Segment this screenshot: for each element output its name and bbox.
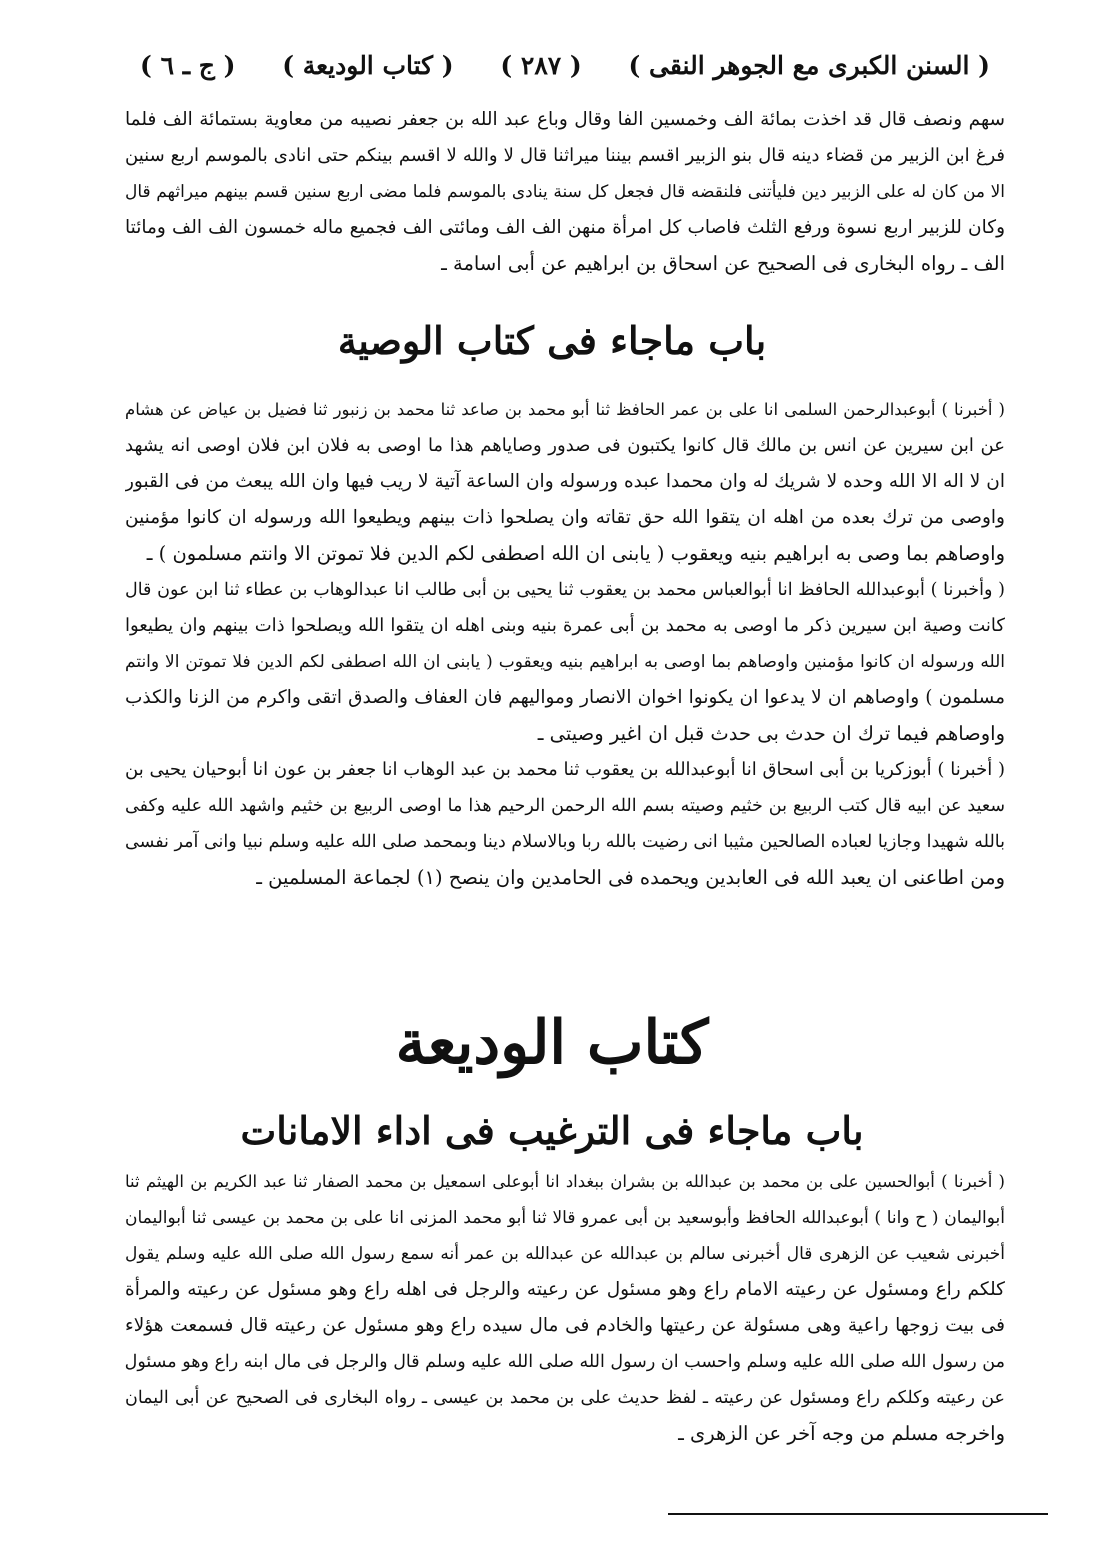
text-line: فى بيت زوجها راعية وهى مسئولة عن رعيتها والخادم فى مال سيده راع وهو مسئول عن رعيته قال فسمعت هؤلاء (125, 1315, 1005, 1336)
text-line: الا من كان له على الزبير دين فليأتنى فلنقضه قال فجعل كل سنة ينادى بالموسم فلما مضى اربع سنين قسم بينهم ميراثهم قال (125, 182, 1005, 202)
text-line: من رسول الله صلى الله عليه وسلم واحسب ان رسول الله صلى الله عليه وسلم قال والرجل فى مال ابنه راع وهو مسئول (125, 1352, 1005, 1372)
section-heading-wasiya: باب ماجاء فى كتاب الوصية (337, 318, 767, 363)
text-line: الف ـ رواه البخارى فى الصحيح عن اسحاق بن ابراهيم عن أبى اسامة ـ (441, 252, 1005, 275)
header-page-number: ( ٢٨٧ ) (500, 50, 582, 80)
text-line: عن ابن سيرين عن انس بن مالك قال كانوا يكتبون فى صدور وصاياهم هذا ما اوصى به فلان ابن فلان اوصى انه يشهد (125, 435, 1005, 456)
text-line: ( وأخبرنا ) أبوعبدالله الحافظ انا أبوالعباس محمد بن يعقوب ثنا يحيى بن أبى طالب انا عبدالوهاب بن عطاء ثنا ابن عون قال (125, 580, 1005, 600)
book-heading-wadia: كتاب الوديعة (395, 1008, 709, 1078)
text-line: سهم ونصف قال قد اخذت بمائة الف وخمسين الفا وقال وباع عبد الله بن جعفر نصيبه من معاوية بستمائة الف فلما (125, 109, 1005, 130)
text-line: كانت وصية ابن سيرين ذكر ما اوصى به محمد بن أبى عمرة بنيه وبنى اهله ان يتقوا الله ويصلحوا ذات بينهم وان يطيعوا (125, 615, 1005, 636)
header-book-title: ( السنن الكبرى مع الجوهر النقى ) (628, 50, 990, 80)
text-block-1 (125, 102, 1005, 282)
text-line: فرغ ابن الزبير من قضاء دينه قال بنو الزبير اقسم بيننا ميراثنا قال لا والله لا اقسم بينكم حتى انادى بالموسم اربع سنين (125, 145, 1005, 166)
text-line: ( أخبرنا ) أبوعبدالرحمن السلمى انا على بن عمر الحافظ ثنا أبو محمد بن صاعد ثنا محمد بن زنبور ثنا فضيل بن عياض عن هشام (125, 400, 1005, 419)
text-line: واوصاهم فيما ترك ان حدث بى حدث قبل ان اغير وصيتى ـ (537, 722, 1005, 745)
text-block-3 (125, 1164, 1005, 1452)
text-line: ان لا اله الا الله وحده لا شريك له وان محمدا عبده ورسوله وان الساعة آتية لا ريب فيها وان الله يبعث من فى القبور (125, 471, 1005, 492)
page-header (140, 40, 990, 90)
text-line: ( أخبرنا ) أبوالحسين على بن محمد بن عبدالله بن بشران ببغداد انا أبوعلى اسمعيل بن محمد الصفار ثنا عبد الكريم بن الهيثم ثنا (125, 1172, 1005, 1191)
text-line: عن رعيته وكلكم راع ومسئول عن رعيته ـ لفظ حديث على بن محمد بن عيسى ـ رواه البخارى فى الصحيح عن أبى اليمان (125, 1388, 1005, 1408)
text-line: بالله شهيدا وجازيا لعباده الصالحين مثيبا انى رضيت بالله ربا وبالاسلام دينا وبمحمد صلى الله عليه وسلم نبيا وانى آمر نفسى (125, 832, 1005, 852)
text-line: أبواليمان ( ح وانا ) أبوعبدالله الحافظ وأبوسعيد بن أبى عمرو قالا ثنا أبو محمد المزنى انا على بن محمد بن عيسى ثنا أبواليمان (125, 1208, 1005, 1228)
text-line: ( أخبرنا ) أبوزكريا بن أبى اسحاق انا أبوعبدالله بن يعقوب ثنا محمد بن عبد الوهاب انا جعفر بن عون انا أبوحيان يحيى بن (125, 759, 1005, 780)
text-line: سعيد عن ابيه قال كتب الربيع بن خثيم وصيته بسم الله الرحمن الرحيم هذا ما اوصى الربيع بن خثيم واشهد الله عليه وكفى (125, 796, 1005, 816)
text-line: وكان للزبير اربع نسوة ورفع الثلث فاصاب كل امرأة منهن الف الف ومائتى الف فجميع ماله خمسون الف الف ومائتا (125, 217, 1005, 238)
text-line: ومن اطاعنى ان يعبد الله فى العابدين ويحمده فى الحامدين وان ينصح (١) لجماعة المسلمين ـ (256, 866, 1005, 889)
section-heading-amanat: باب ماجاء فى الترغيب فى اداء الامانات (240, 1108, 864, 1153)
header-volume: ( ج ـ ٦ ) (140, 50, 236, 80)
header-chapter-title: ( كتاب الوديعة ) (282, 50, 454, 80)
text-line: أخبرنى شعيب عن الزهرى قال أخبرنى سالم بن عبدالله عن عبدالله بن عمر أنه سمع رسول الله صلى الله عليه وسلم يقول (125, 1244, 1005, 1264)
text-line: الله ورسوله ان كانوا مؤمنين واوصاهم بما اوصى به ابراهيم بنيه ويعقوب ( يابنى ان الله اصطفى لكم الدين فلا تموتن الا وانتم (125, 652, 1005, 672)
text-line: كلكم راع ومسئول عن رعيته الامام راع وهو مسئول عن رعيته والرجل فى اهله راع وهو مسئول عن رعيته والمرأة (125, 1279, 1005, 1300)
text-line: مسلمون ) واوصاهم ان لا يدعوا ان يكونوا اخوان الانصار ومواليهم فان العفاف والصدق اتقى واكرم من الزنا والكذب (125, 687, 1005, 708)
text-line: واوصاهم بما وصى به ابراهيم بنيه ويعقوب ( يابنى ان الله اصطفى لكم الدين فلا تموتن الا وانتم مسلمون ) ـ (146, 542, 1005, 565)
footnote-divider (668, 1513, 1048, 1515)
text-line: واوصى من ترك بعده من اهله ان يتقوا الله حق تقاته وان يصلحوا ذات بينهم ويطيعوا الله ورسوله ان كانوا مؤمنين (125, 507, 1005, 528)
text-block-2 (125, 392, 1005, 896)
text-line: واخرجه مسلم من وجه آخر عن الزهرى ـ (678, 1422, 1005, 1445)
